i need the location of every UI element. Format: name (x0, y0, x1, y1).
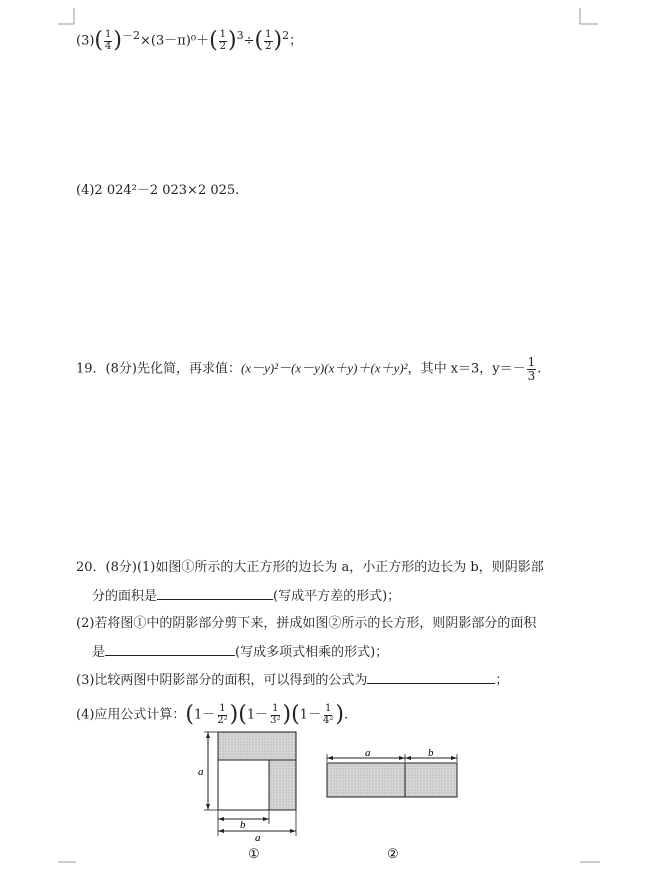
question-20-line-1: 20．(8分)(1)如图①所示的大正方形的边长为 a，小正方形的边长为 b，则阴影部 (76, 560, 544, 575)
answer-blank-2[interactable] (105, 655, 235, 656)
fraction-1-3: $\frac{1}{3}$ (527, 355, 536, 383)
exponent: 3 (236, 29, 244, 43)
figure-1-label-b: b (240, 819, 246, 831)
figure-2 (327, 747, 457, 861)
answer-blank-1[interactable] (157, 599, 273, 600)
question-20-line-4: 是 (写成多项式相乘的形式)； (92, 645, 389, 660)
figure-1-caption: ① (248, 846, 260, 861)
fraction-1-2: $\frac{1}{2}$ (265, 29, 272, 52)
question-20-line-6: (4)应用公式计算：(1－ $\frac{1}{\text{2²}}$ )(1－ $\frac{1}{\text{3²}}$ )(1－ $\frac{1}{\text{4²}}$ ). (76, 702, 349, 727)
figure-1 (198, 732, 296, 861)
question-20-line-5: (3)比较两图中阴影部分的面积，可以得到的公式为 ； (76, 673, 509, 688)
figure-2-caption: ② (387, 846, 399, 861)
fraction-1-4: $\frac{1}{4}$ (105, 29, 112, 52)
figure-1-label-a: a (198, 766, 204, 778)
question-19-condition: ，其中 x＝3，y＝－ (407, 361, 526, 377)
figure-2-label-a: a (365, 747, 371, 759)
exponent: 2 (282, 29, 290, 43)
answer-blank-3[interactable] (367, 683, 495, 684)
problem-3-label: (3) (76, 33, 95, 49)
figure-1-label-a-bottom: a (255, 832, 261, 844)
question-20-line-3: (2)若将图①中的阴影部分剪下来，拼成如图②所示的长方形，则阴影部分的面积 (76, 616, 537, 631)
question-19-expression: (x－y)²－(x－y)(x＋y)＋(x＋y)² (240, 360, 408, 376)
figures (180, 726, 480, 866)
question-20-line-2: 分的面积是 (写成平方差的形式)； (92, 589, 401, 604)
question-19: 19．(8分)先化简，再求值：(x－y)²－(x－y)(x＋y)＋(x＋y)²，其中 x＝3，y＝－ $\frac{1}{3}$ . (76, 355, 542, 383)
figure-2-label-b: b (428, 747, 434, 759)
exponent: －2 (121, 29, 140, 43)
fraction-1-2: $\frac{1}{2}$ (219, 29, 227, 52)
problem-4: (4)2 024²－2 023×2 025. (76, 183, 240, 198)
problem-3: (3)( $\frac{1}{4}$ )$^{-2}$×(3－π)⁰＋( $\frac{1}{2}$ )$^3$÷( $\frac{1}{2}$ )$^2$； (76, 28, 303, 53)
shaded-rectangle (327, 763, 457, 797)
middle-expr: ×(3－π)⁰＋ (139, 33, 210, 49)
small-square (218, 760, 269, 810)
question-19-prefix: 19．(8分)先化简，再求值： (76, 361, 241, 377)
